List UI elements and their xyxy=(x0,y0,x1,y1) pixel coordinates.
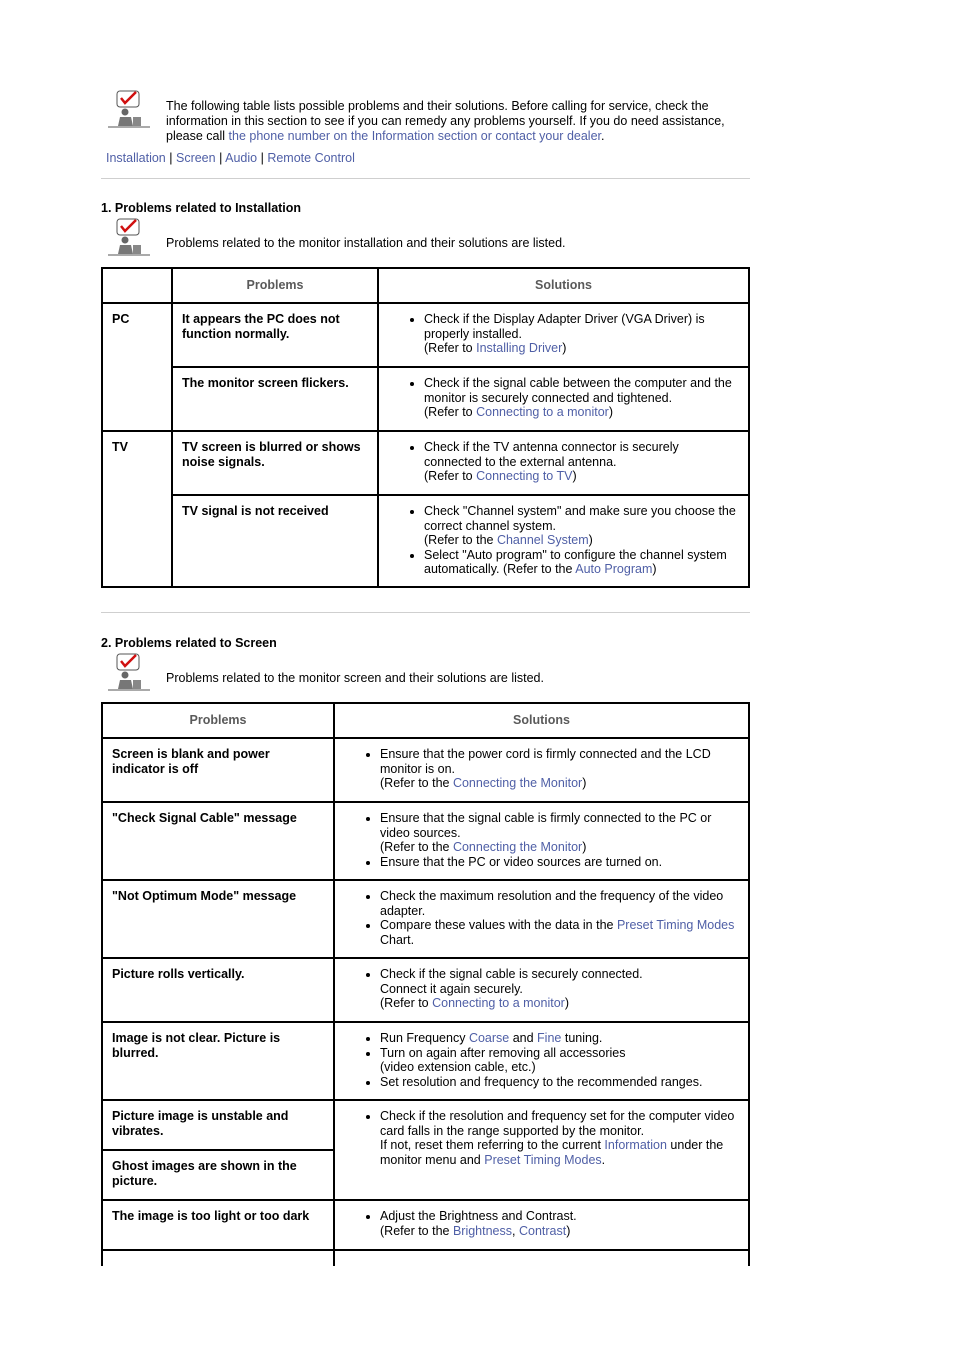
connecting-the-monitor-link[interactable]: Connecting the Monitor xyxy=(452,776,583,791)
contrast-link[interactable]: Contrast xyxy=(518,1223,567,1238)
table-row xyxy=(102,738,749,802)
header-empty xyxy=(102,268,172,303)
solution-cell: • Check if the signal cable between the computer and the monitor is securely connected and tightened. (Refer to Connecting to a monitor) xyxy=(378,367,749,431)
divider xyxy=(101,178,750,179)
preset-timing-modes-link[interactable]: Preset Timing Modes xyxy=(616,918,735,933)
intro-text: The following table lists possible problems and their solutions. Before calling for service, check the information in this section to see if you can remedy any problems yourself. If you do need assistance, please call the phone number on the Information section or contact your dealer. xyxy=(166,99,725,143)
table-row xyxy=(102,802,749,880)
table-row xyxy=(102,880,749,958)
table-row xyxy=(102,303,749,367)
table-row xyxy=(102,1022,749,1100)
solution-cell: • Check if the Display Adapter Driver (VGA Driver) is properly installed. (Refer to Installing Driver) xyxy=(378,303,749,367)
nav-installation[interactable]: Installation xyxy=(106,151,166,165)
connecting-tv-link[interactable]: Connecting to TV xyxy=(476,469,573,484)
problem-cell: Image is not clear. Picture is blurred. xyxy=(102,1022,334,1100)
information-link[interactable]: Information xyxy=(604,1138,667,1153)
note-check-icon xyxy=(107,218,151,258)
problem-cell: It appears the PC does not function normally. xyxy=(172,303,378,367)
section2-title: 2. Problems related to Screen xyxy=(101,636,277,650)
preset-timing-modes-link[interactable]: Preset Timing Modes xyxy=(484,1152,602,1167)
nav-screen[interactable]: Screen xyxy=(175,151,216,165)
problem-cell: TV screen is blurred or shows noise signals. xyxy=(172,431,378,495)
category-tv: TV xyxy=(102,431,172,587)
solution-cell: • Check if the signal cable is securely connected. Connect it again securely. (Refer to Connecting to a monitor) xyxy=(334,958,749,1022)
solution-cell: • Ensure that the signal cable is firmly connected to the PC or video sources. (Refer to the Connecting the Monitor) • Ensure that the PC or video sources are turned on. xyxy=(334,802,749,880)
problem-cell: Screen is blank and power indicator is off xyxy=(102,738,334,802)
connecting-the-monitor-link[interactable]: Connecting the Monitor xyxy=(452,840,583,855)
note-check-icon xyxy=(107,653,151,693)
table-row xyxy=(102,367,749,431)
problem-cell: The image is too light or too dark xyxy=(102,1200,334,1250)
problem-cell: "Check Signal Cable" message xyxy=(102,802,334,880)
table-row xyxy=(102,1200,749,1250)
coarse-link[interactable]: Coarse xyxy=(468,1031,510,1045)
phone-info-link[interactable]: the phone number on the Information section or contact your dealer xyxy=(228,129,602,143)
problem-cell: Picture image is unstable and vibrates. xyxy=(102,1100,334,1150)
header-solutions: Solutions xyxy=(378,268,749,303)
section1-title: 1. Problems related to Installation xyxy=(101,201,302,215)
brightness-link[interactable]: Brightness xyxy=(452,1223,513,1238)
problem-cell: TV signal is not received xyxy=(172,495,378,587)
problem-cell: The monitor screen flickers. xyxy=(172,367,378,431)
solution-cell: • Ensure that the power cord is firmly connected and the LCD monitor is on. (Refer to the Connecting the Monitor) xyxy=(334,738,749,802)
header-problems: Problems xyxy=(102,703,334,738)
problem-cell: "Not Optimum Mode" message xyxy=(102,880,334,958)
page-bottom-mask xyxy=(0,1266,954,1350)
installing-driver-link[interactable]: Installing Driver xyxy=(476,341,563,356)
solution-cell: • Check if the resolution and frequency set for the computer video card falls in the range supported by the monitor. If not, reset them referring to the current Information under the monitor menu and Preset Timing Modes. xyxy=(334,1100,749,1200)
table-header-row xyxy=(102,703,749,738)
table-row xyxy=(102,958,749,1022)
solution-cell: • Check "Channel system" and make sure you choose the correct channel system. (Refer to the Channel System) • Select "Auto program" to configure the channel system automatically. (Refer to the Auto Program) xyxy=(378,495,749,587)
nav-audio[interactable]: Audio xyxy=(225,151,258,165)
header-problems: Problems xyxy=(172,268,378,303)
solution-cell: • Check if the TV antenna connector is securely connected to the external antenna. (Refer to Connecting to TV) xyxy=(378,431,749,495)
table-row xyxy=(102,431,749,495)
screen-table xyxy=(101,702,750,1291)
connecting-monitor-link[interactable]: Connecting to a monitor xyxy=(476,405,609,420)
header-solutions: Solutions xyxy=(334,703,749,738)
divider xyxy=(101,612,750,613)
note-check-icon xyxy=(107,90,151,130)
table-row xyxy=(102,1100,749,1150)
category-pc: PC xyxy=(102,303,172,431)
installation-table xyxy=(101,267,750,588)
solution-cell: • Adjust the Brightness and Contrast. (Refer to the Brightness, Contrast) xyxy=(334,1200,749,1250)
table-header-row xyxy=(102,268,749,303)
section1-desc: Problems related to the monitor installation and their solutions are listed. xyxy=(166,236,566,250)
section-nav: Installation | Screen | Audio | Remote Control xyxy=(106,151,355,165)
fine-link[interactable]: Fine xyxy=(537,1031,562,1045)
table-row xyxy=(102,495,749,587)
section2-desc: Problems related to the monitor screen and their solutions are listed. xyxy=(166,671,544,685)
solution-cell: • Check the maximum resolution and the frequency of the video adapter. • Compare these values with the data in the Preset Timing Modes Chart. xyxy=(334,880,749,958)
problem-cell: Ghost images are shown in the picture. xyxy=(102,1150,334,1200)
connecting-monitor-link[interactable]: Connecting to a monitor xyxy=(432,996,565,1011)
channel-system-link[interactable]: Channel System xyxy=(496,533,589,548)
solution-cell: • Run Frequency Coarse and Fine tuning. • Turn on again after removing all accessories (video extension cable, etc.) • Set resolution and frequency to the recommended ranges. xyxy=(334,1022,749,1100)
problem-cell: Picture rolls vertically. xyxy=(102,958,334,1022)
auto-program-link[interactable]: Auto Program xyxy=(575,562,653,577)
nav-remote-control[interactable]: Remote Control xyxy=(267,151,355,165)
